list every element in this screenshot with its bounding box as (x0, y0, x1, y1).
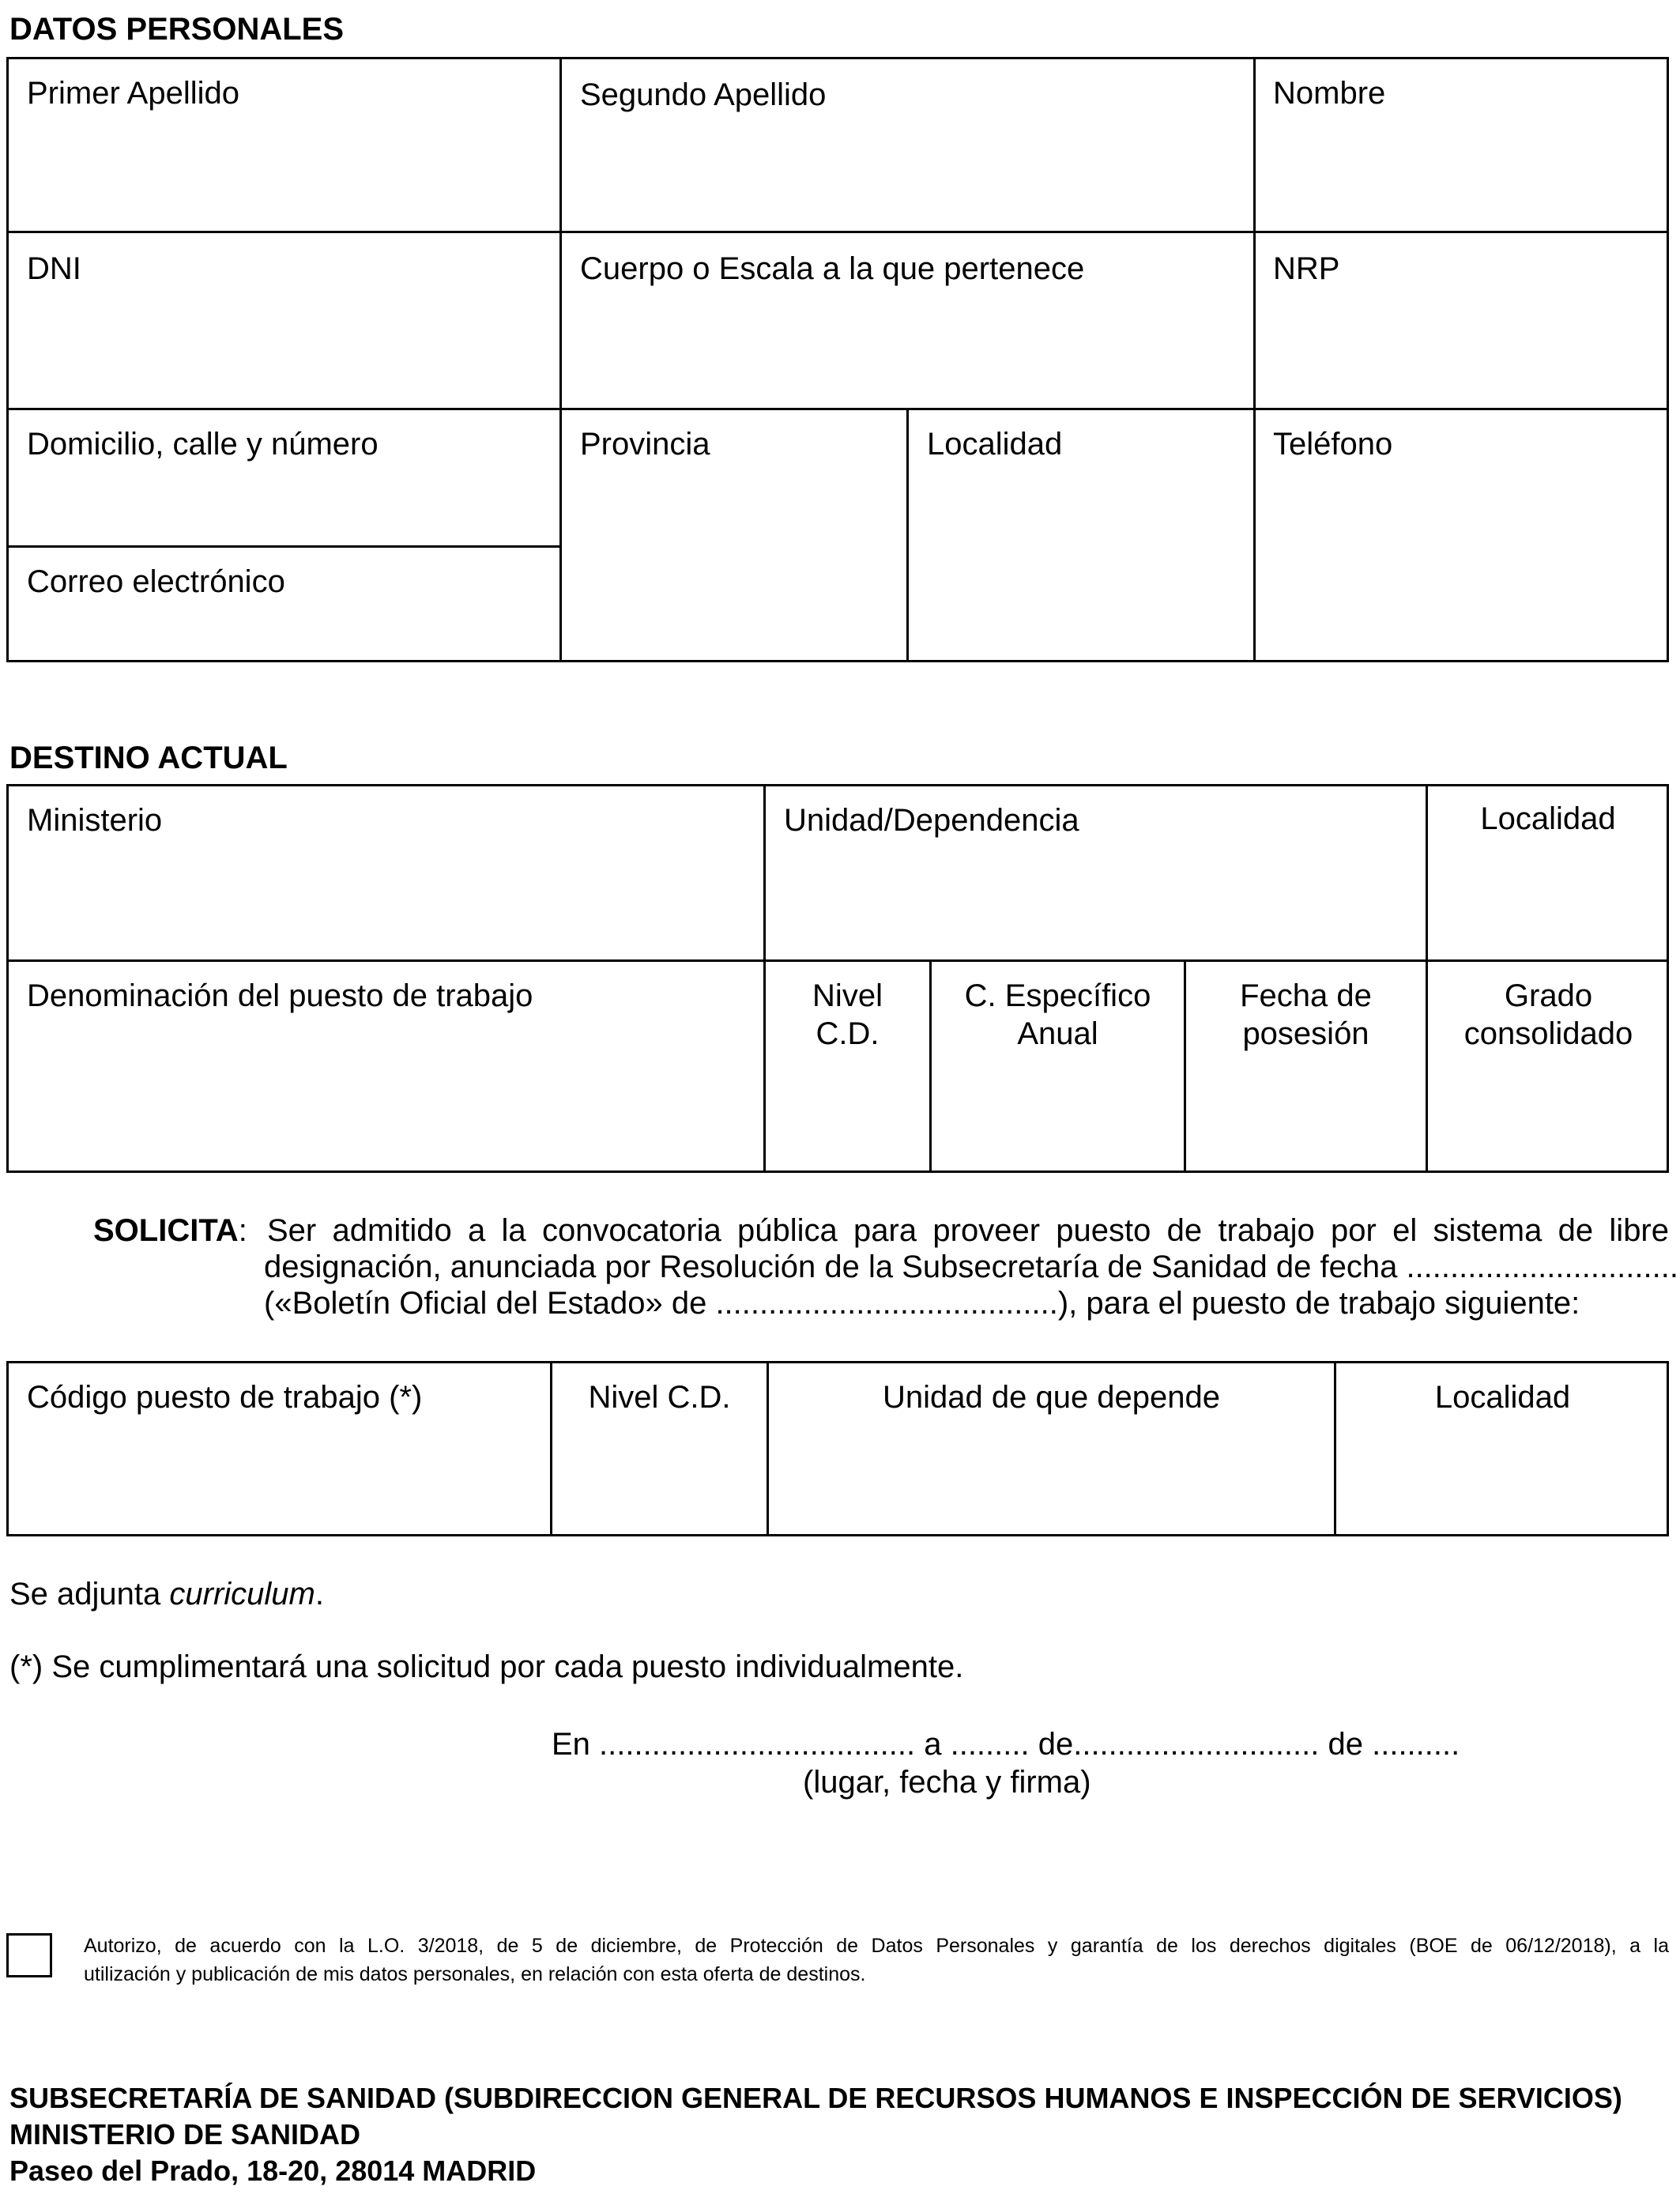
cuerpo-escala-field[interactable]: Cuerpo o Escala a la que pertenece (580, 251, 1085, 286)
solicita-label-row (93, 1212, 247, 1249)
consent-checkbox[interactable] (6, 1933, 52, 1977)
curriculum-note-prefix: Se adjunta (9, 1577, 170, 1612)
solicita-colon: : (238, 1213, 247, 1248)
provincia-field[interactable]: Provincia (580, 427, 710, 462)
correo-field[interactable]: Correo electrónico (27, 564, 285, 599)
destino-localidad-field[interactable]: Localidad (1480, 801, 1616, 836)
consent-text-line2: utilización y publicación de mis datos personales, en relación con esta oferta de destinos. (84, 1963, 866, 1985)
divider (6, 545, 561, 548)
solicita-line1: Ser admitido a la convocatoria pública para proveer puesto de trabajo por el sistema de libre (267, 1213, 1669, 1248)
codigo-puesto-field[interactable]: Código puesto de trabajo (*) (27, 1380, 423, 1415)
domicilio-field[interactable]: Domicilio, calle y número (27, 427, 379, 462)
grado-label-line2: consolidado (1463, 1016, 1633, 1051)
especifico-anual-field[interactable] (932, 977, 1184, 1053)
dni-field[interactable]: DNI (27, 251, 81, 286)
divider (906, 408, 909, 662)
telefono-field[interactable]: Teléfono (1273, 427, 1393, 462)
divider (1253, 57, 1256, 662)
divider (6, 231, 1669, 233)
solicita-label: SOLICITA (93, 1213, 239, 1248)
curriculum-note-suffix: . (315, 1577, 324, 1612)
nivel-cd-label-line2: C.D. (816, 1016, 880, 1051)
nombre-field[interactable]: Nombre (1273, 76, 1386, 111)
unidad-depende-field[interactable]: Unidad de que depende (882, 1380, 1221, 1415)
solicita-line2: designación, anunciada por Resolución de la Subsecretaría de Sanidad de fecha ............................... (264, 1250, 1678, 1284)
curriculum-note (9, 1576, 324, 1612)
grado-label-line1: Grado (1504, 978, 1593, 1013)
divider (559, 57, 562, 662)
denominacion-puesto-field[interactable]: Denominación del puesto de trabajo (27, 978, 533, 1013)
nivel-cd-label-line1: Nivel (812, 978, 883, 1013)
place-date-caption: (lugar, fecha y firma) (803, 1765, 1091, 1800)
footer-address: Paseo del Prado, 18-20, 28014 MADRID (9, 2154, 537, 2187)
ministerio-field[interactable]: Ministerio (27, 803, 163, 838)
fecha-posesion-field[interactable] (1186, 977, 1426, 1053)
individual-request-note: (*) Se cumplimentará una solicitud por cada puesto individualmente. (9, 1649, 964, 1684)
footer-subsecretaria: SUBSECRETARÍA DE SANIDAD (SUBDIRECCION GENERAL DE RECURSOS HUMANOS E INSPECCIÓN DE SERVICIOS) (9, 2082, 1622, 2114)
curriculum-note-italic: curriculum (169, 1577, 315, 1612)
unidad-dependencia-field[interactable]: Unidad/Dependencia (784, 803, 1079, 838)
segundo-apellido-field[interactable]: Segundo Apellido (580, 77, 827, 112)
divider (6, 959, 1669, 962)
place-date-line[interactable]: En .................................... a ......... de............................ de .......... (552, 1727, 1460, 1762)
solicita-line3: («Boletín Oficial del Estado» de .......................................), para el puesto de trabajo siguiente: (264, 1286, 1580, 1321)
puesto-nivel-cd-field[interactable]: Nivel C.D. (588, 1380, 731, 1415)
footer-ministerio: MINISTERIO DE SANIDAD (9, 2118, 361, 2151)
especifico-label-line2: Anual (1017, 1016, 1098, 1051)
localidad-field[interactable]: Localidad (927, 427, 1063, 462)
section-heading-datos-personales: DATOS PERSONALES (9, 12, 345, 47)
especifico-label-line1: C. Específico (964, 978, 1151, 1013)
fecha-label-line1: Fecha de (1240, 978, 1372, 1013)
grado-consolidado-field[interactable] (1428, 977, 1669, 1053)
nrp-field[interactable]: NRP (1273, 251, 1340, 286)
consent-text-line1: Autorizo, de acuerdo con la L.O. 3/2018, de 5 de diciembre, de Protección de Datos Personales y garantía de los derechos digitales (BOE de 06/12/2018), a la (84, 1935, 1669, 1957)
primer-apellido-field[interactable]: Primer Apellido (27, 76, 240, 111)
divider (6, 408, 1669, 410)
nivel-cd-field[interactable] (766, 977, 929, 1053)
puesto-localidad-field[interactable]: Localidad (1434, 1380, 1571, 1415)
section-heading-destino-actual: DESTINO ACTUAL (9, 741, 288, 775)
fecha-label-line2: posesión (1242, 1016, 1369, 1051)
